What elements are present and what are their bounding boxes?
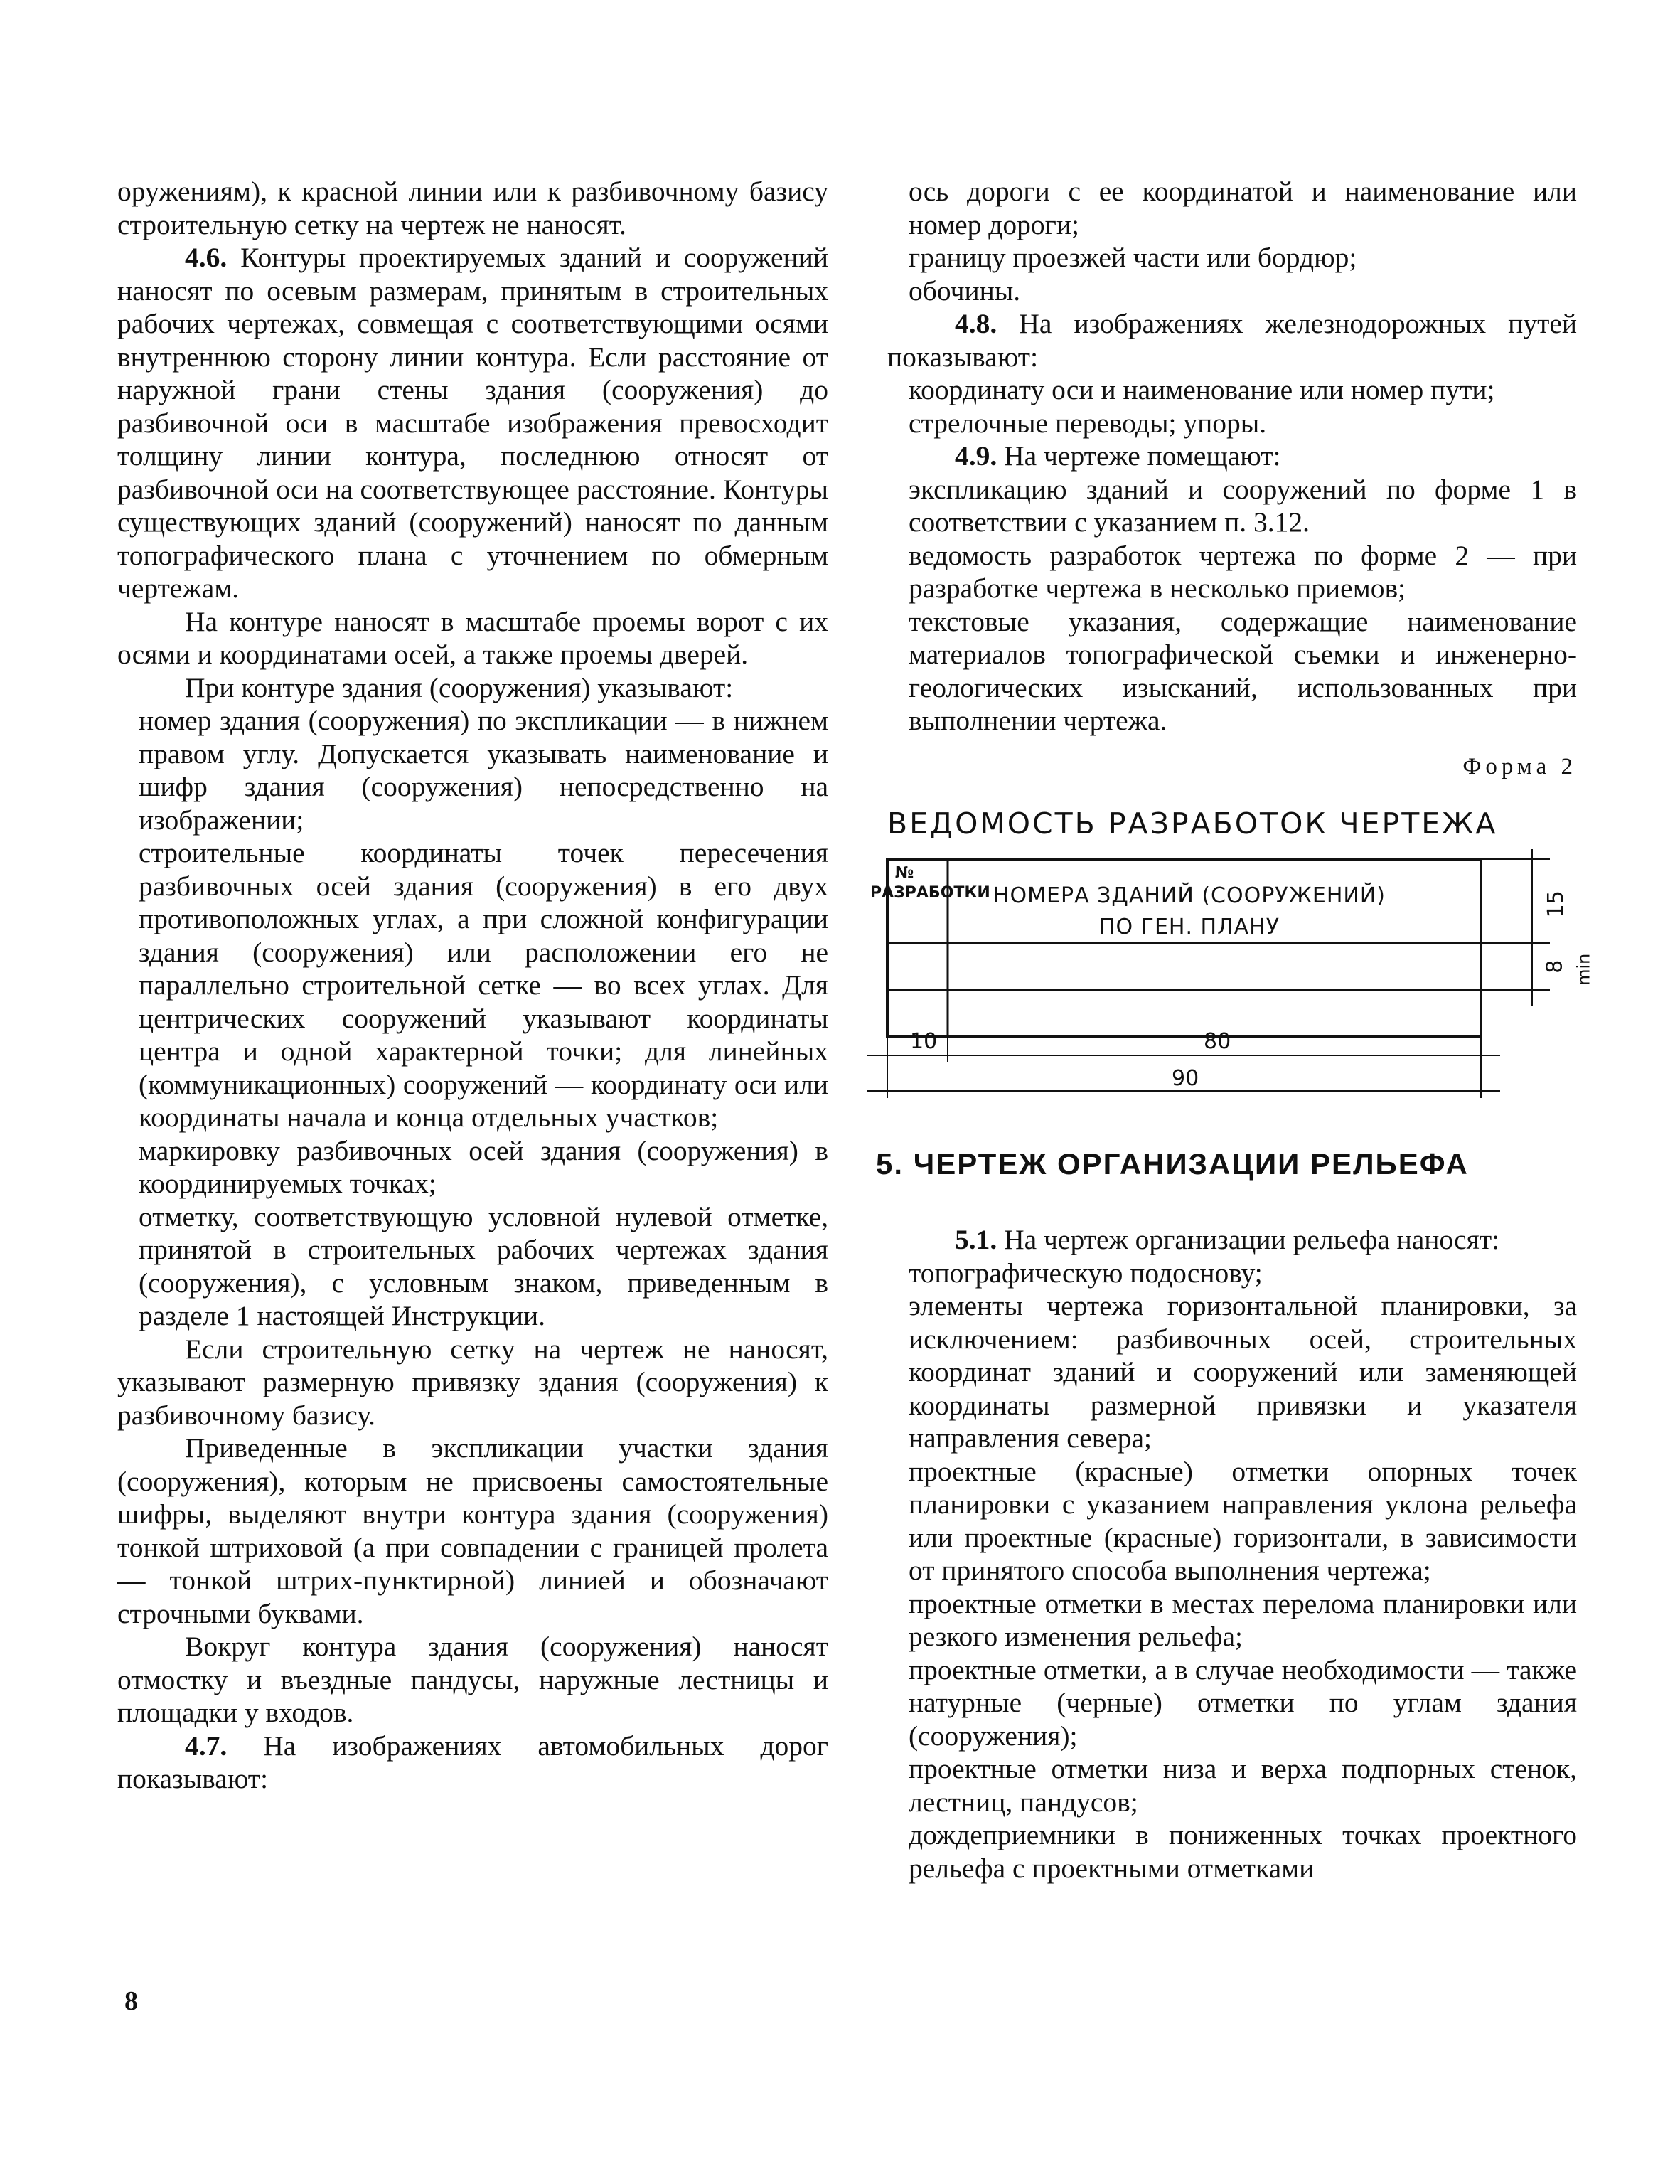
paragraph [139,704,828,836]
header-names-line2: ПО ГЕН. ПЛАНУ [1098,914,1280,939]
paragraph-text: границу проезжей части или бордюр; [909,242,1357,273]
dim-row-height: 8 [1542,959,1568,974]
paragraph [909,1587,1577,1653]
form-figure-drawing [839,849,1593,1041]
left-column [117,175,828,1796]
paragraph-text: строительные координаты точек пересечения разбивочных осей здания (сооружения) в его двух противоположных углах, а при сложной конфигурации здания (сооружения) или расположении его не параллельно строительной сетке — во всех углах. Для центрических сооружений указывают координаты центра и одной характерной точки; для линейных (коммуникационных) сооружений — координату оси или координаты начала и конца отдельных участков; [139,837,828,1133]
paragraph [139,1200,828,1333]
section-title: 5. ЧЕРТЕЖ ОРГАНИЗАЦИИ РЕЛЬЕФА [876,1146,1469,1181]
paragraph-text: На чертеж организации рельефа наносят: [997,1224,1500,1255]
clause-number: 4.6. [185,242,228,273]
paragraph-text: ось дороги с ее координатой и наименование или номер дороги; [909,176,1577,240]
right-column-bottom [887,1223,1577,1885]
paragraph [909,539,1577,605]
paragraph [909,241,1577,275]
paragraph [887,307,1577,373]
paragraph-text: экспликацию зданий и сооружений по форме 1 в соответствии с указанием п. 3.12. [909,473,1577,538]
paragraph [909,407,1577,440]
paragraph [909,1653,1577,1753]
paragraph [909,175,1577,241]
header-names-line1: НОМЕРА ЗДАНИЙ (СООРУЖЕНИЙ) [993,883,1386,908]
paragraph-text: стрелочные переводы; упоры. [909,407,1267,439]
paragraph [909,275,1577,308]
paragraph-text: текстовые указания, содержащие наименование материалов топографической съемки и инженерно-геологических изысканий, использованных при выполнении чертежа. [909,605,1577,736]
right-column [870,175,1594,1885]
paragraph-text: ведомость разработок чертежа по форме 2 — при разработке чертежа в несколько приемов; [909,539,1577,604]
paragraph-text: проектные отметки низа и верха подпорных стенок, лестниц, пандусов; [909,1753,1577,1818]
dim-row-note: min [1573,953,1594,986]
paragraph [117,671,828,705]
clause-number: 5.1. [955,1224,997,1255]
paragraph-text: маркировку разбивочных осей здания (сооружения) в координируемых точках; [139,1134,828,1199]
paragraph [117,1333,828,1432]
paragraph [117,1432,828,1630]
paragraph-text: топографическую подоснову; [909,1257,1263,1289]
paragraph [909,1257,1577,1290]
right-column-top [887,175,1577,737]
paragraph-text: проектные (красные) отметки опорных точек планировки с указанием направления уклона рельефа или проектные (красные) горизонтали, в зависимости от принятого способа выполнения чертежа; [909,1455,1577,1586]
dim-header-height: 15 [1543,890,1568,917]
paragraph-text: проектные отметки в местах перелома планировки или резкого изменения рельефа; [909,1587,1577,1652]
header-number-cell: № РАЗРАБОТКИ [870,863,990,902]
paragraph [887,1223,1577,1257]
paragraph [887,440,1577,473]
paragraph [117,605,828,671]
paragraph [139,1134,828,1200]
paragraph-text: Контуры проектируемых зданий и сооружений наносят по осевым размерам, принятым в строительных рабочих чертежах, совмещая с соответствующими осями внутреннюю сторону линии контура. Если расстояние от наружной грани стены здания (сооружения) до разбивочной оси в масштабе изображения превосходит толщину линии контура, последнюю относят от разбивочной оси на соответствующее расстояние. Контуры существующих зданий (сооружений) наносят по данным топографического плана с уточнением по обмерным чертежам. [117,242,828,604]
clause-number: 4.7. [185,1730,228,1762]
paragraph-text: обочины. [909,275,1021,307]
paragraph [139,836,828,1134]
form-figure [870,849,1594,1041]
form-label: Форма 2 [1462,753,1577,779]
dim-col1: 10 [910,1028,938,1054]
paragraph-text: номер здания (сооружения) по экспликации — в нижнем правом углу. Допускается указывать наименование и шифр здания (сооружения) непосредственно на изображении; [139,705,828,836]
paragraph-text: На контуре наносят в масштабе проемы ворот с их осями и координатами осей, а также проемы дверей. [117,605,828,670]
paragraph-text: отметку, соответствующую условной нулевой отметке, принятой в строительных рабочих чертежах здания (сооружения), с условным знаком, приведенным в разделе 1 настоящей Инструкции. [139,1200,828,1331]
paragraph-text: дождеприемники в пониженных точках проектного рельефа с проектными отметками [909,1819,1577,1884]
paragraph-text: На изображениях автомобильных дорог показывают: [117,1730,828,1794]
paragraph-text: оружениям), к красной линии или к разбивочному базису строительную сетку на чертеж не наносят. [117,176,828,240]
paragraph [117,241,828,605]
paragraph-text: координату оси и наименование или номер пути; [909,374,1495,405]
paragraph [909,1752,1577,1818]
table-title: ВЕДОМОСТЬ РАЗРАБОТОК ЧЕРТЕЖА [887,806,1498,841]
page-number: 8 [124,1986,138,2016]
clause-number: 4.9. [955,440,997,472]
paragraph-text: Если строительную сетку на чертеж не наносят, указывают размерную привязку здания (сооружения) к разбивочному базису. [117,1333,828,1431]
paragraph [909,473,1577,539]
paragraph-text: При контуре здания (сооружения) указывают: [185,671,734,703]
clause-number: 4.8. [955,308,997,339]
dim-total: 90 [1172,1065,1199,1091]
paragraph [909,1289,1577,1455]
paragraph [117,1730,828,1796]
figure-dimensions [887,1020,1577,1098]
paragraph-text: Приведенные в экспликации участки здания (сооружения), которым не присвоены самостоятельные шифры, выделяют внутри контура здания (сооружения) тонкой штриховой (а при совпадении с границей пролета — тонкой штрих-пунктирной) линией и обозначают строчными буквами. [117,1432,828,1629]
paragraph-text: проектные отметки, а в случае необходимости — также натурные (черные) отметки по углам здания (сооружения); [909,1653,1577,1752]
paragraph [909,605,1577,737]
paragraph [117,1630,828,1730]
paragraph-text: Вокруг контура здания (сооружения) наносят отмостку и въездные пандусы, наружные лестницы и площадки у входов. [117,1631,828,1728]
paragraph-text: элементы чертежа горизонтальной планировки, за исключением: разбивочных осей, строительных координат зданий и сооружений или заменяющей координаты размерной привязки и указателя направления севера; [909,1290,1577,1454]
paragraph [117,175,828,241]
dim-col2: 80 [1204,1028,1231,1054]
paragraph [909,373,1577,407]
paragraph-text: На чертеже помещают: [997,440,1281,472]
paragraph [909,1455,1577,1587]
paragraph-text: На изображениях железнодорожных путей показывают: [887,308,1577,373]
header-names-cell [955,880,1424,943]
paragraph [909,1818,1577,1885]
